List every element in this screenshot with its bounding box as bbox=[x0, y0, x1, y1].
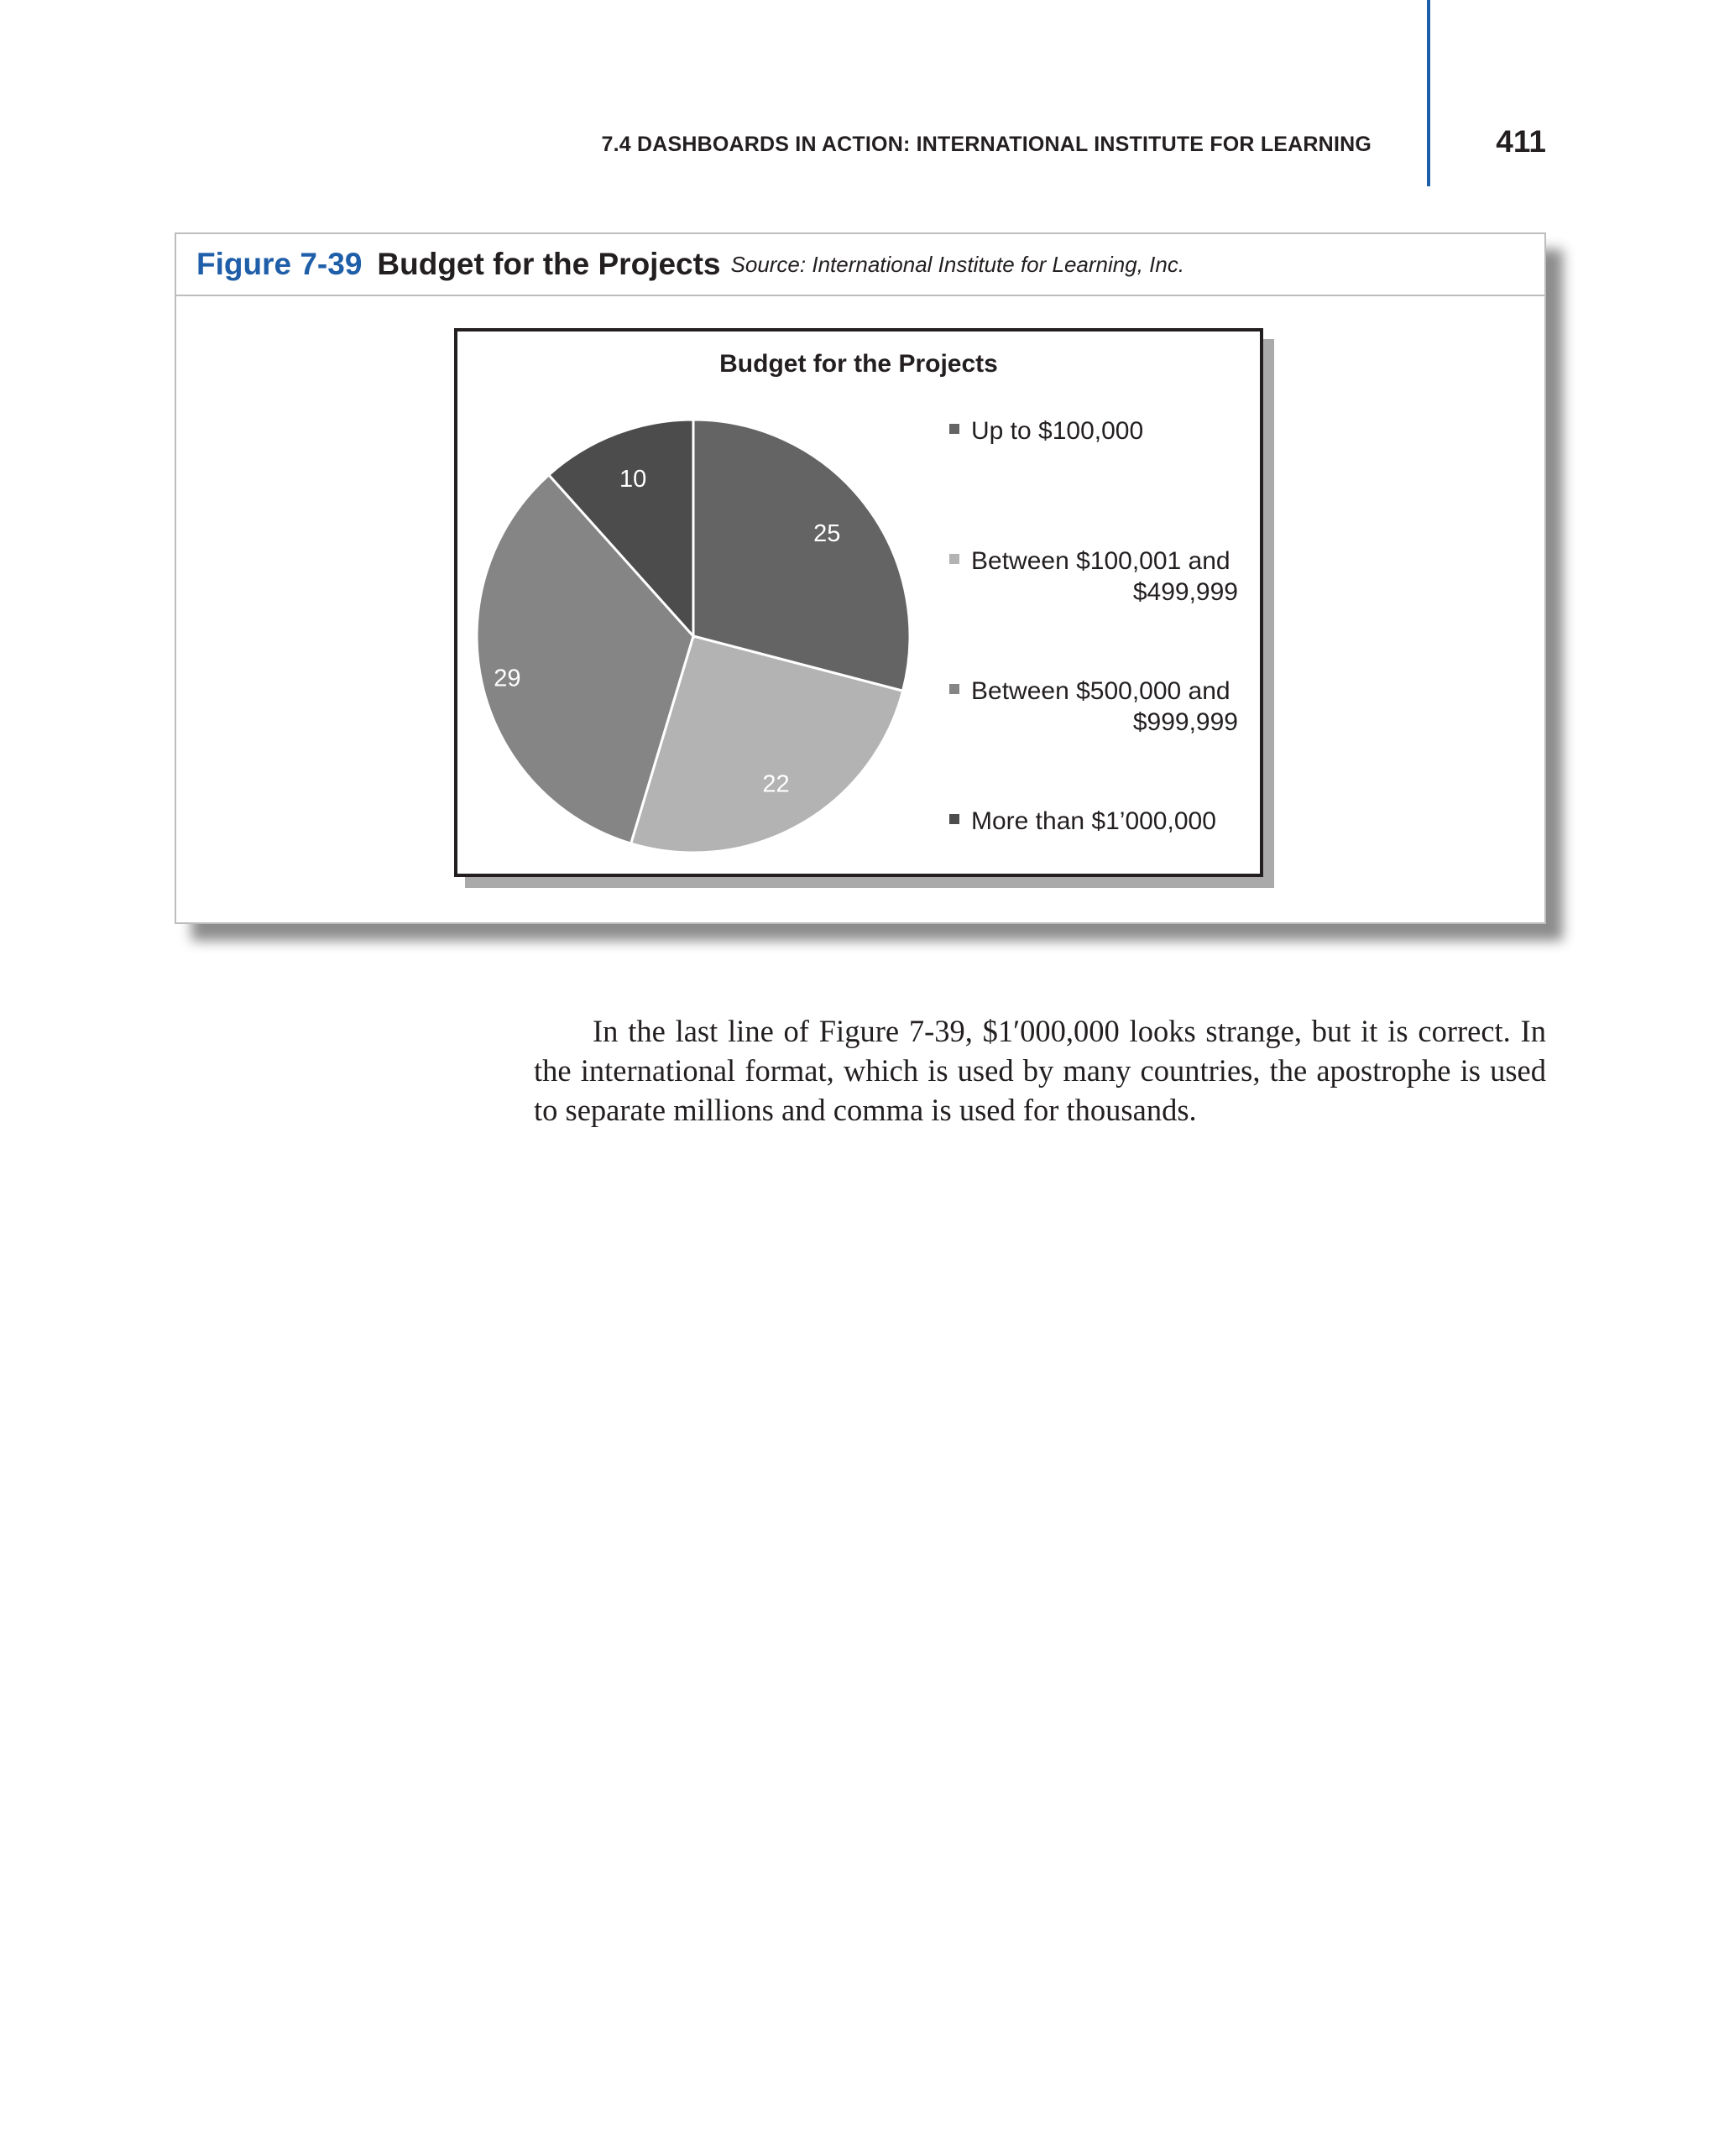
figure-label: Figure 7-39 bbox=[196, 247, 363, 281]
legend-marker bbox=[949, 424, 959, 434]
figure-box bbox=[175, 232, 1546, 924]
legend-label: Between $100,001 and bbox=[971, 547, 1230, 575]
legend-label: $499,999 bbox=[1132, 578, 1238, 606]
page-number: 411 bbox=[1496, 124, 1546, 159]
slice-value-label: 25 bbox=[813, 520, 841, 548]
legend-label: $999,999 bbox=[1132, 708, 1238, 736]
body-text bbox=[534, 1011, 1546, 1130]
chart-title: Budget for the Projects bbox=[719, 350, 998, 378]
figure-caption bbox=[176, 234, 1544, 296]
slice-value-label: 22 bbox=[762, 770, 790, 798]
running-head: 7.4 DASHBOARDS IN ACTION: INTERNATIONAL INSTITUTE FOR LEARNING bbox=[601, 133, 1372, 156]
legend-marker bbox=[949, 684, 959, 694]
figure-title: Budget for the Projects bbox=[377, 247, 721, 281]
legend-label: Up to $100,000 bbox=[971, 417, 1144, 445]
figure-source: Source: International Institute for Learning, Inc. bbox=[730, 251, 1185, 277]
body-paragraph: In the last line of Figure 7-39, $1′000,000 looks strange, but it is correct. In the international format, which is used by many countries, the apostrophe is used to separate millions and comma is used for thousands. bbox=[534, 1014, 1546, 1127]
legend-marker bbox=[949, 814, 959, 824]
legend-label: Between $500,000 and bbox=[971, 677, 1230, 705]
legend-marker bbox=[949, 554, 959, 564]
slice-value-label: 10 bbox=[619, 466, 647, 493]
pie-chart bbox=[457, 331, 1260, 874]
header-rule bbox=[1427, 0, 1430, 186]
legend-label: More than $1’000,000 bbox=[971, 807, 1216, 835]
chart-panel bbox=[454, 328, 1263, 877]
slice-value-label: 29 bbox=[494, 665, 521, 692]
